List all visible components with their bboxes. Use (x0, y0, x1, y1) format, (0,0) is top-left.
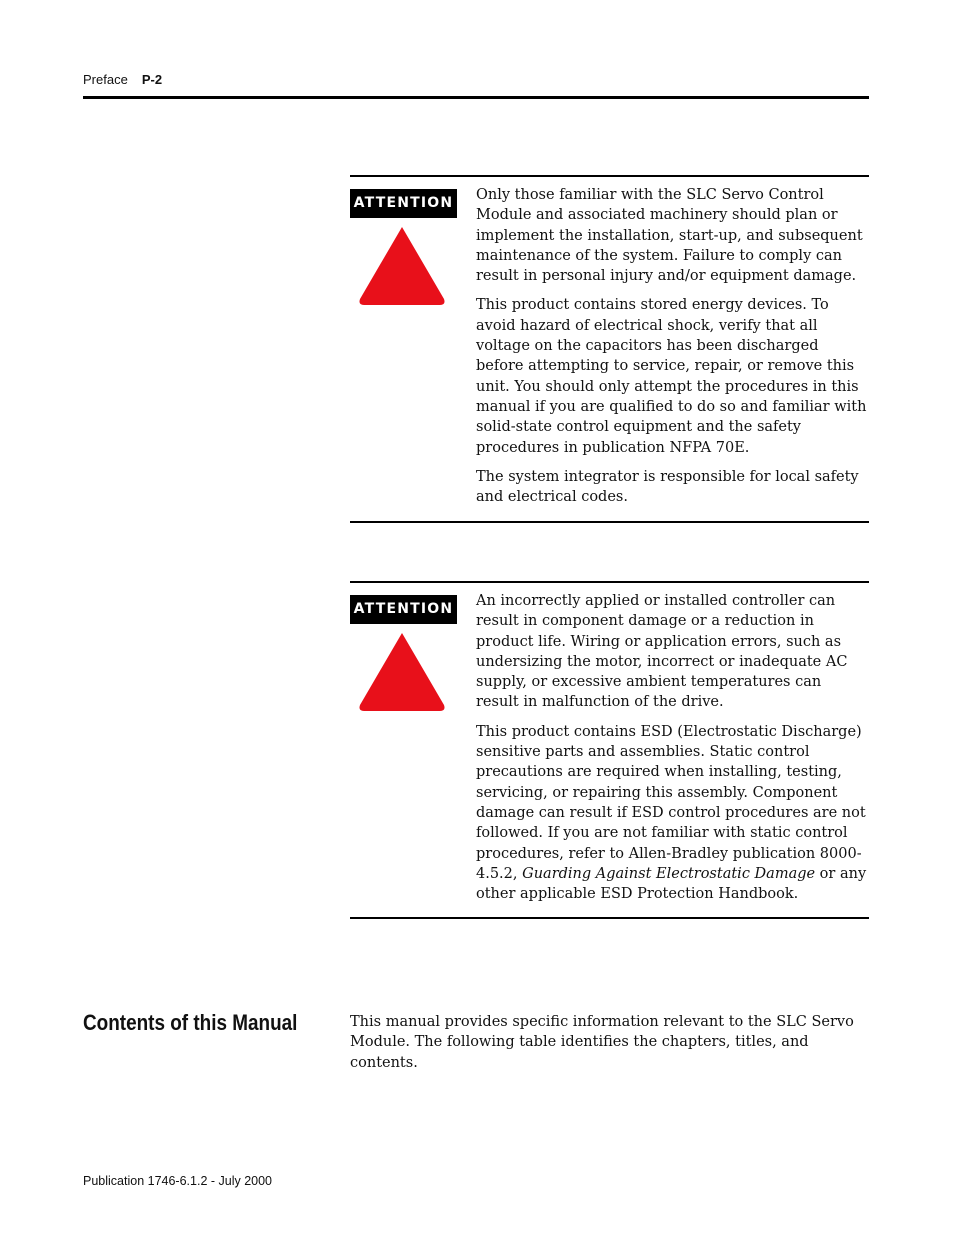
publication-footer: Publication 1746-6.1.2 - July 2000 (83, 1174, 273, 1188)
warning-triangle-icon (358, 225, 446, 307)
page-number: P-2 (141, 72, 163, 87)
warning-triangle-icon (358, 631, 446, 713)
header-section: Preface (83, 72, 128, 87)
attention-paragraph: An incorrectly applied or installed controller can result in component damage or a reduction in product life. Wiring or application errors, such as undersizing the motor, incorrect or inadequate AC supply, or excessive ambient temperatures can result in malfunction of the drive. (476, 593, 848, 711)
section-heading: Contents of this Manual (83, 1010, 298, 1035)
section-body: This manual provides specific information relevant to the SLC Servo Module. The following table identifies the chapters, titles, and contents. (350, 1014, 854, 1071)
attention-paragraph: Only those familiar with the SLC Servo Control Module and associated machinery should plan or implement the installation, start-up, and subsequent maintenance of the system. Failure to comply can result in personal injury and/or equipment damage. (476, 187, 863, 285)
attention-text (476, 185, 868, 516)
esd-paragraph (476, 722, 868, 905)
running-header (83, 72, 162, 87)
esd-text: This product contains ESD (Electrostatic Discharge) sensitive parts and assemblies. Static control precautions are required when installing, testing, servicing, or repairing this assembly. Component damage can result if ESD control procedures are not followed. If you are not familiar with static control procedures, refer to Allen-Bradley publication 8000-4.5.2, (476, 723, 866, 882)
attention-notice-2 (350, 581, 869, 919)
esd-text-end: or any other applicable ESD Protection Handbook. (476, 865, 867, 903)
header-rule (83, 96, 869, 99)
attention-badge: ATTENTION (350, 189, 457, 218)
attention-paragraph: The system integrator is responsible for local safety and electrical codes. (476, 468, 859, 506)
attention-badge: ATTENTION (350, 595, 457, 624)
attention-notice-1 (350, 175, 869, 523)
publication-title: Guarding Against Electrostatic Damage (522, 865, 816, 882)
attention-paragraph: This product contains stored energy devices. To avoid hazard of electrical shock, verify that all voltage on the capacitors has been discharged before attempting to service, repair, or remove this unit. You should only attempt the procedures in this manual if you are qualified to do so and familiar with solid-state control equipment and the safety procedures in publication NFPA 70E. (476, 297, 867, 456)
attention-text (476, 591, 868, 913)
